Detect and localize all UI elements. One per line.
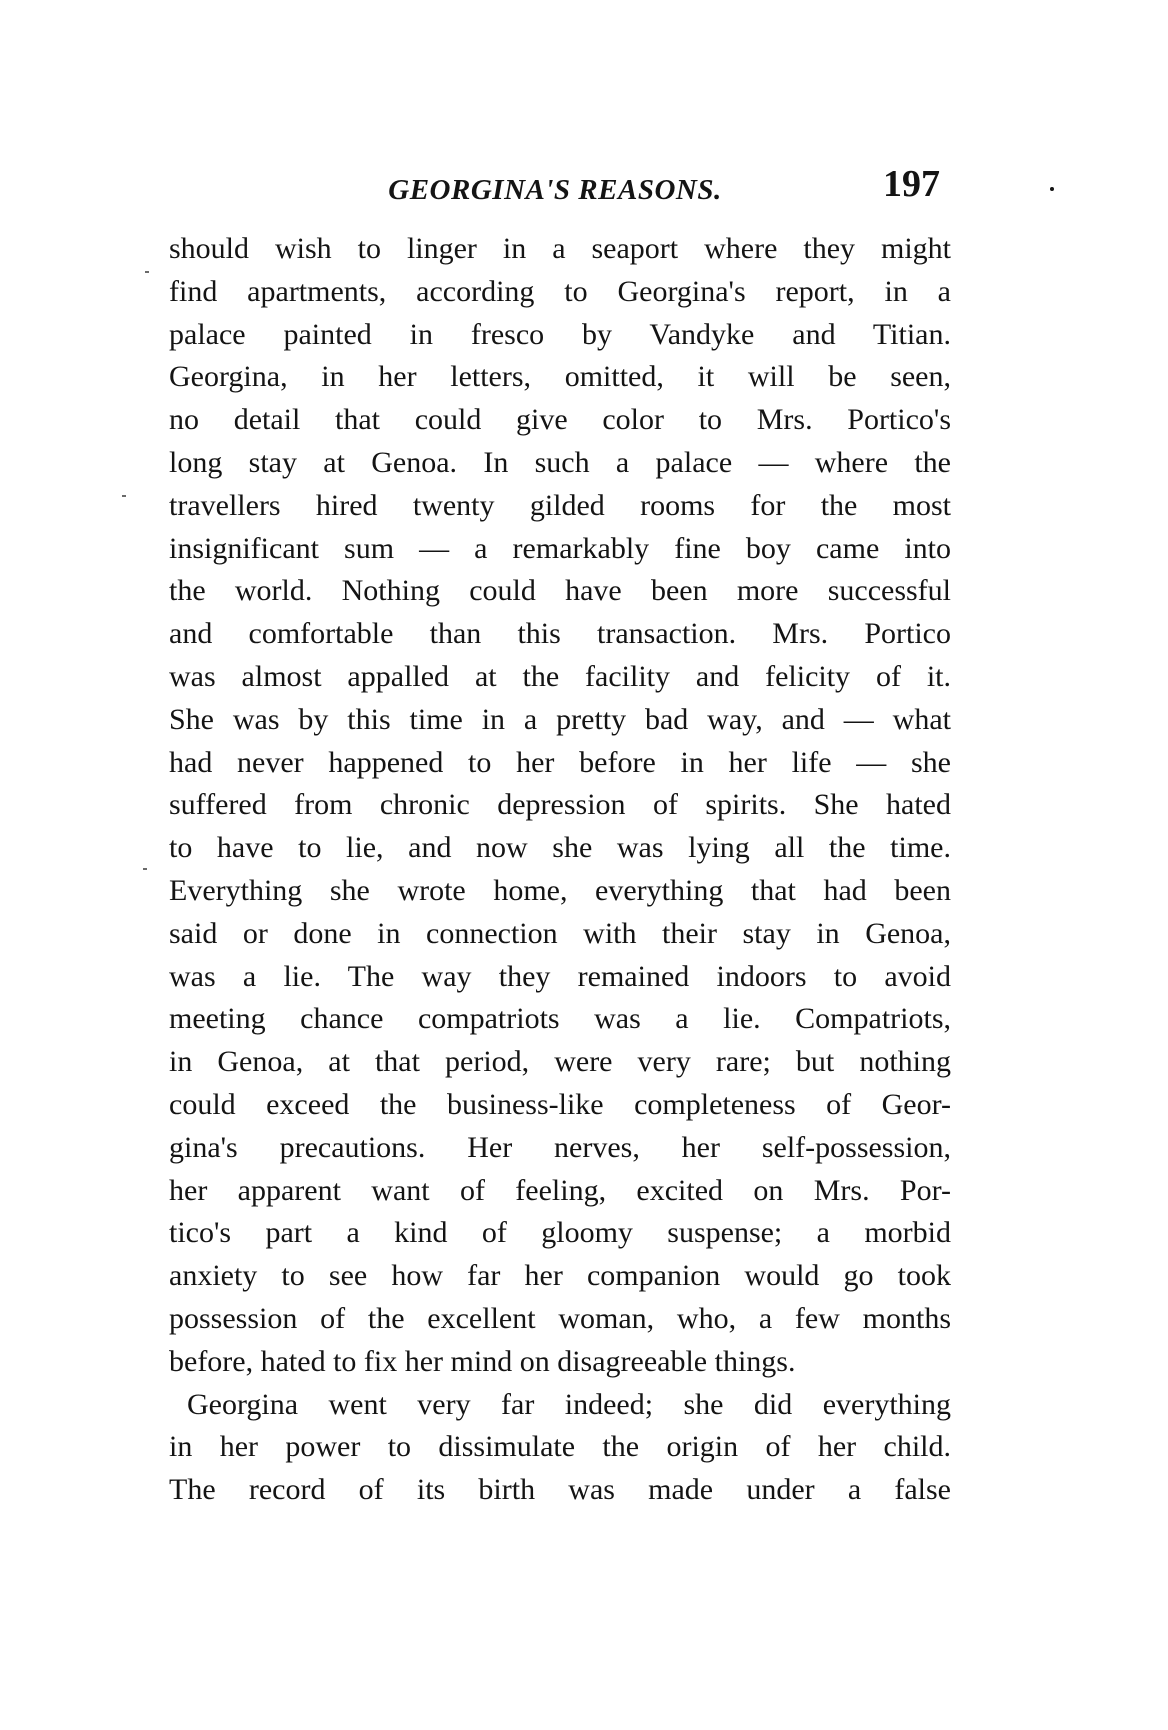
text-line: The record of its birth was made under a false (169, 1473, 951, 1507)
text-line: travellers hired twenty gilded rooms for the most (169, 488, 951, 522)
margin-mark (145, 271, 149, 273)
text-line: tico's part a kind of gloomy suspense; a morbid (169, 1216, 951, 1250)
text-line: possession of the excellent woman, who, a few months (169, 1301, 951, 1335)
text-line: find apartments, according to Georgina's report, in a (169, 274, 951, 308)
text-line: Georgina, in her letters, omitted, it will be seen, (169, 360, 951, 394)
text-line: and comfortable than this transaction. Mrs. Portico (169, 617, 951, 651)
text-line: her apparent want of feeling, excited on Mrs. Por- (169, 1173, 951, 1207)
printer-dot-mark (1050, 187, 1054, 191)
text-line: could exceed the business-like completeness of Geor- (169, 1087, 951, 1121)
text-line: in her power to dissimulate the origin of her child. (169, 1430, 951, 1464)
paragraph-end-line: before, hated to fix her mind on disagreeable things. (169, 1344, 796, 1378)
text-line: She was by this time in a pretty bad way, and — what (169, 702, 951, 736)
body-text (169, 228, 951, 1512)
text-line: Everything she wrote home, everything that had been (169, 873, 951, 907)
text-line: the world. Nothing could have been more successful (169, 574, 951, 608)
text-line: was a lie. The way they remained indoors to avoid (169, 959, 951, 993)
text-line: anxiety to see how far her companion would go took (169, 1259, 951, 1293)
text-line: said or done in connection with their stay in Genoa, (169, 916, 951, 950)
running-title: GEORGINA'S REASONS. (388, 174, 722, 206)
text-line: in Genoa, at that period, were very rare; but nothing (169, 1045, 951, 1079)
text-line: was almost appalled at the facility and felicity of it. (169, 659, 951, 693)
page-number: 197 (883, 163, 940, 205)
text-line: to have to lie, and now she was lying all the time. (169, 831, 951, 865)
text-line: gina's precautions. Her nerves, her self-possession, (169, 1130, 951, 1164)
text-line: meeting chance compatriots was a lie. Compatriots, (169, 1002, 951, 1036)
text-line: should wish to linger in a seaport where they might (169, 232, 951, 265)
paragraph-start-line: Georgina went very far indeed; she did everything (187, 1387, 951, 1421)
text-line: no detail that could give color to Mrs. Portico's (169, 403, 951, 437)
text-line: long stay at Genoa. In such a palace — where the (169, 445, 951, 479)
text-line: palace painted in fresco by Vandyke and Titian. (169, 317, 951, 351)
text-line: insignificant sum — a remarkably fine boy came into (169, 531, 951, 565)
text-line: had never happened to her before in her life — she (169, 745, 951, 779)
running-head (160, 162, 950, 212)
margin-mark (122, 495, 126, 497)
margin-mark (143, 868, 147, 870)
text-line: suffered from chronic depression of spirits. She hated (169, 788, 951, 822)
